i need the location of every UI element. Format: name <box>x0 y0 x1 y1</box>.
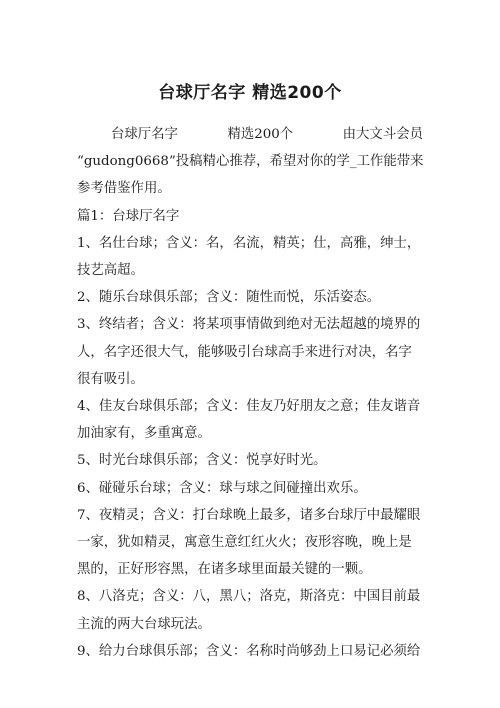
text-line: 7、夜精灵；含义：打台球晚上最多，诸多台球厅中最耀眼 <box>77 507 421 523</box>
intro-line-3: 参考借鉴作用。 <box>77 181 171 197</box>
text-line: 加油家有，多重寓意。 <box>77 426 211 442</box>
intro-col-1: 台球厅名字 <box>111 127 178 142</box>
page-title: 台球厅名字 精选200个 <box>158 83 342 103</box>
text-line: 5、时光台球俱乐部；含义：悦享好时光。 <box>77 453 327 469</box>
text-line: 2、随乐台球俱乐部；含义：随性而悦，乐活姿态。 <box>77 290 381 306</box>
text-line: 黑的，正好形容黑，在诸多球里面最关键的一颗。 <box>77 562 372 578</box>
text-line: 1、名仕台球；含义：名，名流，精英；仕，高雅，绅士， <box>77 235 421 251</box>
text-line: 8、八洛克；含义：八，黑八；洛克，斯洛克：中国目前最 <box>77 589 421 605</box>
text-line: 9、给力台球俱乐部；含义：名称时尚够劲上口易记必须给 <box>77 643 421 659</box>
intro-col-2: 精选200个 <box>227 127 294 142</box>
text-line: 6、碰碰乐台球；含义：球与球之间碰撞出欢乐。 <box>77 480 367 496</box>
intro-line-1 <box>77 121 425 148</box>
text-line: 篇1：台球厅名字 <box>77 208 180 224</box>
text-line: 一家，犹如精灵，寓意生意红红火火；夜形容晚，晚上是 <box>77 535 412 551</box>
text-line: 主流的两大台球玩法。 <box>77 616 211 632</box>
text-line: 人，名字还很大气，能够吸引台球高手来进行对决，名字 <box>77 344 412 360</box>
text-line: 很有吸引。 <box>77 371 144 387</box>
text-line: 3、终结者；含义：将某项事情做到绝对无法超越的境界的 <box>77 317 421 333</box>
document-body <box>77 121 425 665</box>
text-line: 技艺高超。 <box>77 263 144 279</box>
intro-col-3: 由大文斗会员 <box>342 127 423 142</box>
intro-line-2: “gudong0668”投稿精心推荐，希望对你的学_工作能带来 <box>77 154 424 170</box>
text-line: 4、佳友台球俱乐部；含义：佳友乃好朋友之意；佳友谐音 <box>77 399 421 415</box>
